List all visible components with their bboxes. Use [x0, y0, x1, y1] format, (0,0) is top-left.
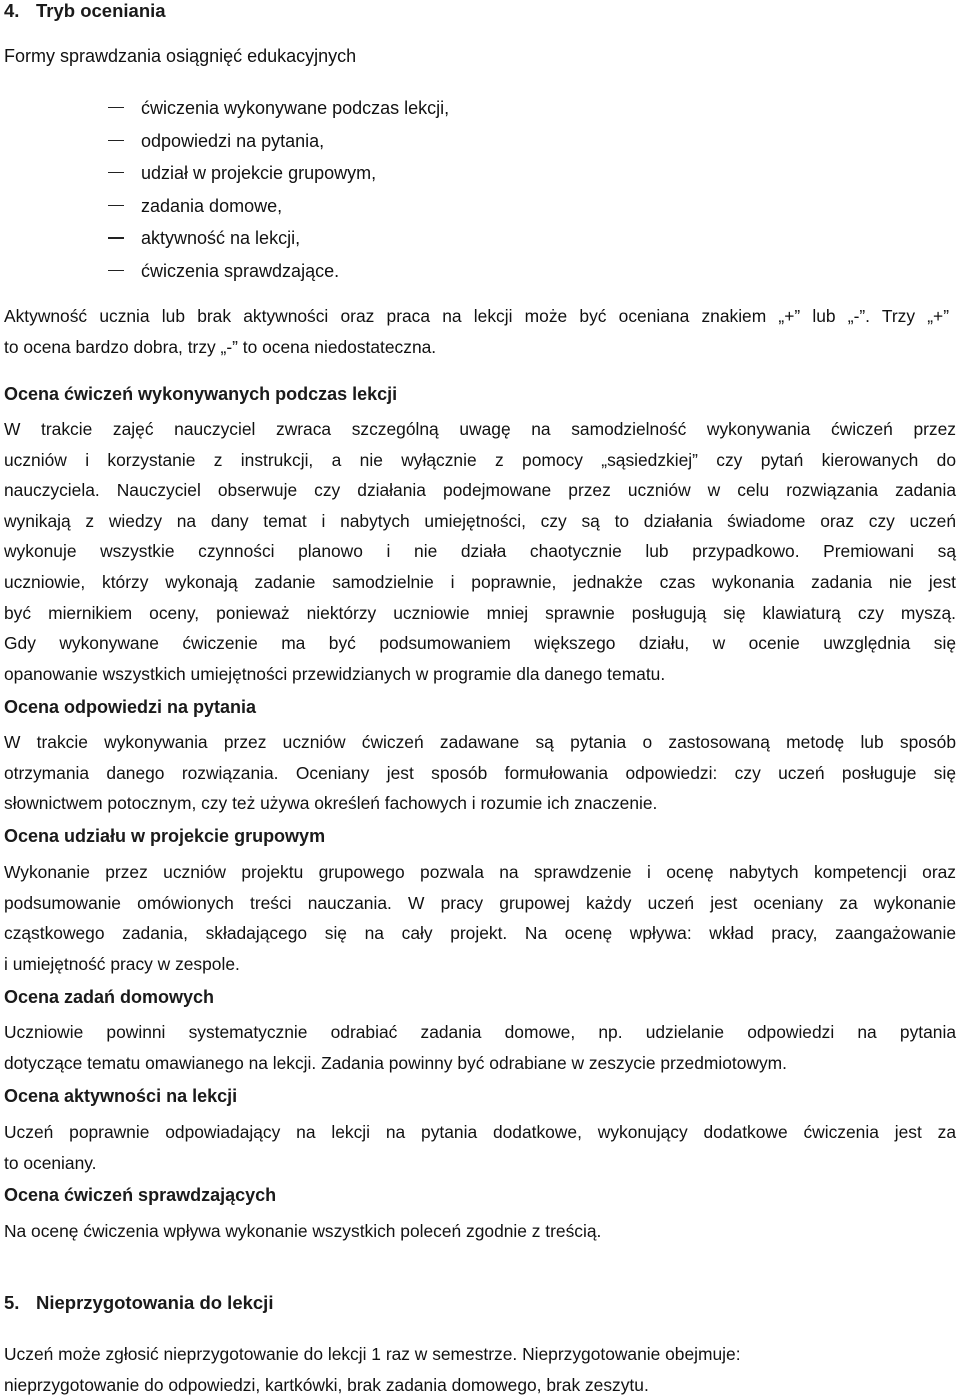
dash-bullet-icon: [108, 270, 124, 271]
paragraph-line: wynikają z wiedzy na dany temat i nabytych umiejętności, czy są to działania świadome oraz czy uczeń: [4, 510, 956, 531]
paragraph-line: podsumowanie omówionych treści nauczania. W pracy grupowej każdy uczeń jest oceniany za wykonanie: [4, 892, 956, 913]
list-item: odpowiedzi na pytania,: [4, 125, 944, 158]
paragraph-line: uczniowie, którzy wykonają zadanie samodzielnie i poprawnie, jednakże czas wykonania zadania nie jest: [4, 571, 956, 592]
paragraph-line: opanowanie wszystkich umiejętności przewidzianych w programie dla danego tematu.: [4, 663, 666, 684]
dash-bullet-icon: [108, 205, 124, 206]
list-item: ćwiczenia sprawdzające.: [4, 255, 944, 288]
paragraph-line: to oceniany.: [4, 1152, 97, 1173]
unprepared-paragraph: [4, 1339, 956, 1400]
forms-intro: Formy sprawdzania osiągnięć edukacyjnych: [4, 46, 357, 66]
paragraph-line: nauczyciela. Nauczyciel obserwuje czy działania podejmowane przez uczniów w celu rozwiązania zadania: [4, 480, 956, 501]
paragraph-line: Na ocenę ćwiczenia wpływa wykonanie wszystkich poleceń zgodnie z treścią.: [4, 1221, 602, 1241]
paragraph-line: i umiejętność pracy w zespole.: [4, 953, 240, 974]
paragraph-line: Uczeń poprawnie odpowiadający na lekcji na pytania dodatkowe, wykonujący dodatkowe ćwiczenia jest za: [4, 1122, 956, 1142]
paragraph-line: Aktywność ucznia lub brak aktywności oraz praca na lekcji może być oceniana znakiem „+” lub „-”. Trzy „+”: [4, 306, 949, 326]
paragraph-line: Wykonanie przez uczniów projektu grupowego pozwala na sprawdzenie i ocenę nabytych kompetencji oraz: [4, 862, 956, 882]
exercises-paragraph: [4, 414, 956, 689]
paragraph-line: cząstkowego zadania, składającego się na cały projekt. Na ocenę wpływa: wkład pracy, zaangażowanie: [4, 923, 956, 944]
dash-bullet-icon: [108, 140, 124, 141]
project-paragraph: [4, 857, 956, 979]
section-5-number: 5.: [4, 1292, 20, 1313]
exercises-heading: Ocena ćwiczeń wykonywanych podczas lekcji: [4, 384, 398, 404]
dash-bullet-icon: [108, 237, 124, 238]
paragraph-line: nieprzygotowanie do odpowiedzi, kartkówki, brak zadania domowego, brak zeszytu.: [4, 1374, 649, 1395]
answers-paragraph: [4, 727, 956, 819]
tests-paragraph: [4, 1216, 956, 1247]
paragraph-line: Uczniowie powinni systematycznie odrabiać zadania domowe, np. udzielanie odpowiedzi na pytania: [4, 1022, 956, 1042]
activity-signs-paragraph: [4, 301, 949, 362]
paragraph-line: Uczeń może zgłosić nieprzygotowanie do lekcji 1 raz w semestrze. Nieprzygotowanie obejmuje:: [4, 1344, 741, 1364]
paragraph-line: wykonuje wszystkie czynności planowo i nie działa chaotycznie lub przypadkowo. Premiowani są: [4, 541, 956, 562]
activity-detail-paragraph: [4, 1117, 956, 1178]
forms-list: [4, 92, 944, 288]
section-5-heading: [4, 1292, 273, 1314]
list-item: aktywność na lekcji,: [4, 222, 944, 255]
project-heading: Ocena udziału w projekcie grupowym: [4, 826, 326, 846]
paragraph-line: Gdy wykonywane ćwiczenie ma być podsumowaniem większego działu, w ocenie uwzględnia się: [4, 633, 956, 654]
tests-heading: Ocena ćwiczeń sprawdzających: [4, 1185, 277, 1205]
section-4-title: Tryb oceniania: [36, 0, 166, 21]
list-item: ćwiczenia wykonywane podczas lekcji,: [4, 92, 944, 125]
list-item: udział w projekcie grupowym,: [4, 157, 944, 190]
dash-bullet-icon: [108, 107, 124, 108]
activity-heading: Ocena aktywności na lekcji: [4, 1086, 238, 1106]
paragraph-line: W trakcie wykonywania przez uczniów ćwiczeń zadawane są pytania o zastosowaną metodę lub sposób: [4, 732, 956, 752]
answers-heading: Ocena odpowiedzi na pytania: [4, 697, 257, 717]
paragraph-line: słownictwem potocznym, czy też używa określeń fachowych i rozumie ich znaczenie.: [4, 793, 658, 814]
paragraph-line: W trakcie zajęć nauczyciel zwraca szczególną uwagę na samodzielność wykonywania ćwiczeń przez: [4, 419, 956, 439]
dash-bullet-icon: [108, 172, 124, 173]
paragraph-line: uczniów i korzystanie z instrukcji, a nie wyłącznie z pomocy „sąsiedzkiej” czy pytań kierowanych do: [4, 449, 956, 470]
paragraph-line: być miernikiem oceny, ponieważ niektórzy uczniowie mniej sprawnie posługują się klawiaturą czy myszą.: [4, 602, 956, 623]
section-4-heading: [4, 0, 166, 22]
paragraph-line: otrzymania danego rozwiązania. Oceniany jest sposób formułowania odpowiedzi: czy uczeń posługuje się: [4, 762, 956, 783]
paragraph-line: dotyczące tematu omawianego na lekcji. Zadania powinny być odrabiane w zeszycie przedmiotowym.: [4, 1052, 787, 1073]
homework-paragraph: [4, 1017, 956, 1078]
paragraph-line: to ocena bardzo dobra, trzy „-” to ocena niedostateczna.: [4, 336, 437, 357]
list-item: zadania domowe,: [4, 190, 944, 223]
section-4-number: 4.: [4, 0, 20, 21]
homework-heading: Ocena zadań domowych: [4, 987, 215, 1007]
section-5-title: Nieprzygotowania do lekcji: [36, 1292, 274, 1313]
